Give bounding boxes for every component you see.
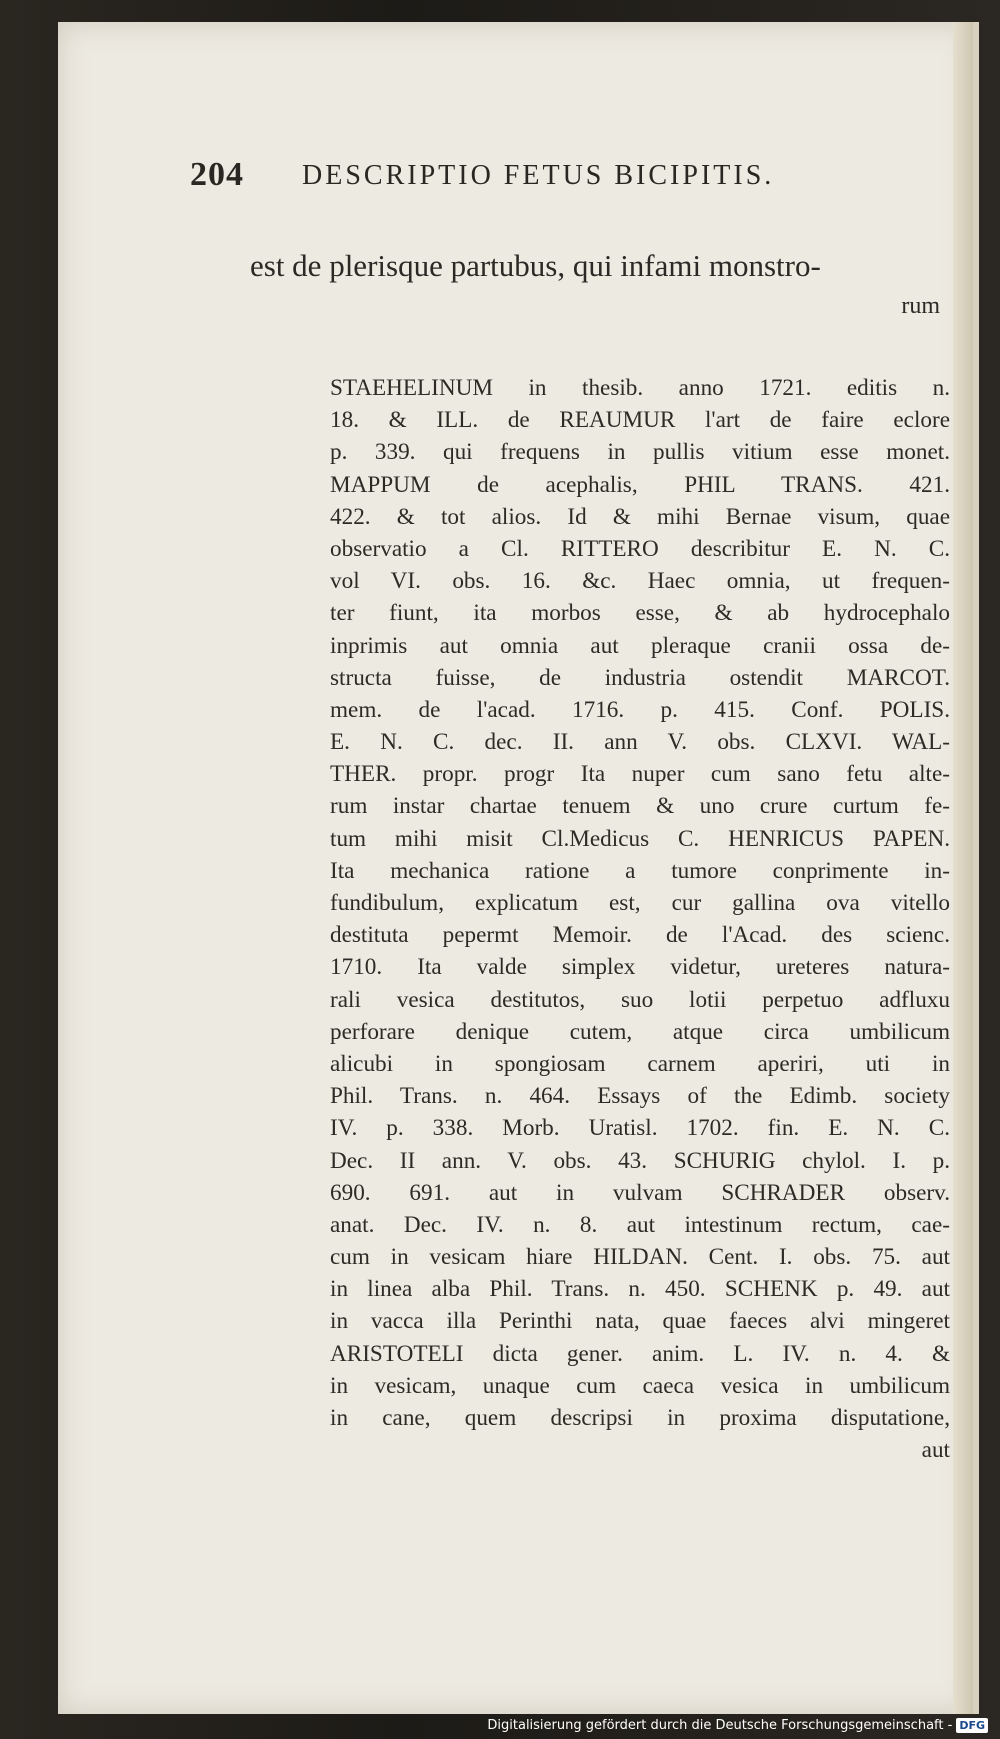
footnote-block bbox=[330, 372, 950, 1466]
footnote-line: fundibulum, explicatum est, cur gallina ova vitello bbox=[330, 890, 950, 916]
main-text bbox=[250, 246, 940, 326]
footnote-line: rum instar chartae tenuem & uno crure curtum fe- bbox=[330, 793, 950, 820]
footnote-line: THER. propr. progr Ita nuper cum sano fetu alte- bbox=[330, 761, 950, 788]
footnote-line: structa fuisse, de industria ostendit MARCOT. bbox=[330, 664, 950, 691]
digitization-credit bbox=[487, 1713, 988, 1737]
footnote-line: in vacca illa Perinthi nata, quae faeces alvi mingeret bbox=[330, 1308, 950, 1335]
footnote-line: mem. de l'acad. 1716. p. 415. Conf. POLIS. bbox=[330, 696, 950, 723]
footnote-line: E. N. C. dec. II. ann V. obs. CLXVI. WAL- bbox=[330, 729, 950, 756]
dfg-logo: DFG bbox=[956, 1718, 988, 1733]
footnote-line: alicubi in spongiosam carnem aperiri, uti in bbox=[330, 1050, 950, 1077]
footnote-line: tum mihi misit Cl.Medicus C. HENRICUS PAPEN. bbox=[330, 825, 950, 852]
footnote-line: 18. & ILL. de REAUMUR l'art de faire eclore bbox=[330, 407, 950, 434]
footnote-line: MAPPUM de acephalis, PHIL TRANS. 421. bbox=[330, 471, 950, 498]
footnote-line: in cane, quem descripsi in proxima disputatione, bbox=[330, 1405, 950, 1431]
footnote-line: ter fiunt, ita morbos esse, & ab hydrocephalo bbox=[330, 600, 950, 627]
footnote-line: 690. 691. aut in vulvam SCHRADER observ. bbox=[330, 1179, 950, 1206]
footnote-line: anat. Dec. IV. n. 8. aut intestinum rectum, cae- bbox=[330, 1211, 950, 1238]
credit-text: Digitalisierung gefördert durch die Deutsche Forschungsgemeinschaft - bbox=[487, 1717, 953, 1733]
footnote-line: observatio a Cl. RITTERO describitur E. N. C. bbox=[330, 535, 950, 562]
footnote-line: inprimis aut omnia aut pleraque cranii ossa de- bbox=[330, 632, 950, 659]
page-header bbox=[190, 156, 910, 196]
footnote-line: rali vesica destitutos, suo lotii perpetuo adfluxu bbox=[330, 986, 950, 1013]
main-text-line-1: est de plerisque partubus, qui infami monstro- bbox=[250, 248, 821, 283]
footnote-line: STAEHELINUM in thesib. anno 1721. editis n. bbox=[330, 375, 950, 401]
footnote-line: Ita mechanica ratione a tumore conprimente in- bbox=[330, 857, 950, 884]
footnote-line: 1710. Ita valde simplex videtur, ureteres natura- bbox=[330, 954, 950, 981]
footnote-line: Dec. II ann. V. obs. 43. SCHURIG chylol. I. p. bbox=[330, 1147, 950, 1174]
footnote-line: vol VI. obs. 16. &c. Haec omnia, ut frequen- bbox=[330, 568, 950, 595]
footnote-line: in vesicam, unaque cum caeca vesica in umbilicum bbox=[330, 1372, 950, 1399]
footnote-line: p. 339. qui frequens in pullis vitium esse monet. bbox=[330, 439, 950, 466]
footnote-line: destituta pepermt Memoir. de l'Acad. des scienc. bbox=[330, 922, 950, 949]
footnote-line: Phil. Trans. n. 464. Essays of the Edimb. society bbox=[330, 1083, 950, 1110]
catchword: aut bbox=[921, 1437, 950, 1464]
footnote-line: cum in vesicam hiare HILDAN. Cent. I. obs. 75. aut bbox=[330, 1244, 950, 1271]
main-text-line-2: rum bbox=[901, 293, 940, 319]
footnote-line: IV. p. 338. Morb. Uratisl. 1702. fin. E. N. C. bbox=[330, 1115, 950, 1142]
footnote-line: perforare denique cutem, atque circa umbilicum bbox=[330, 1018, 950, 1045]
running-title: DESCRIPTIO FETUS BICIPITIS. bbox=[302, 160, 775, 191]
footnote-line: 422. & tot alios. Id & mihi Bernae visum, quae bbox=[330, 503, 950, 530]
footnote-line: in linea alba Phil. Trans. n. 450. SCHENK p. 49. aut bbox=[330, 1276, 950, 1303]
page-number: 204 bbox=[190, 156, 244, 193]
footnote-line: ARISTOTELI dicta gener. anim. L. IV. n. 4. & bbox=[330, 1340, 950, 1367]
page-edge bbox=[953, 22, 973, 1714]
